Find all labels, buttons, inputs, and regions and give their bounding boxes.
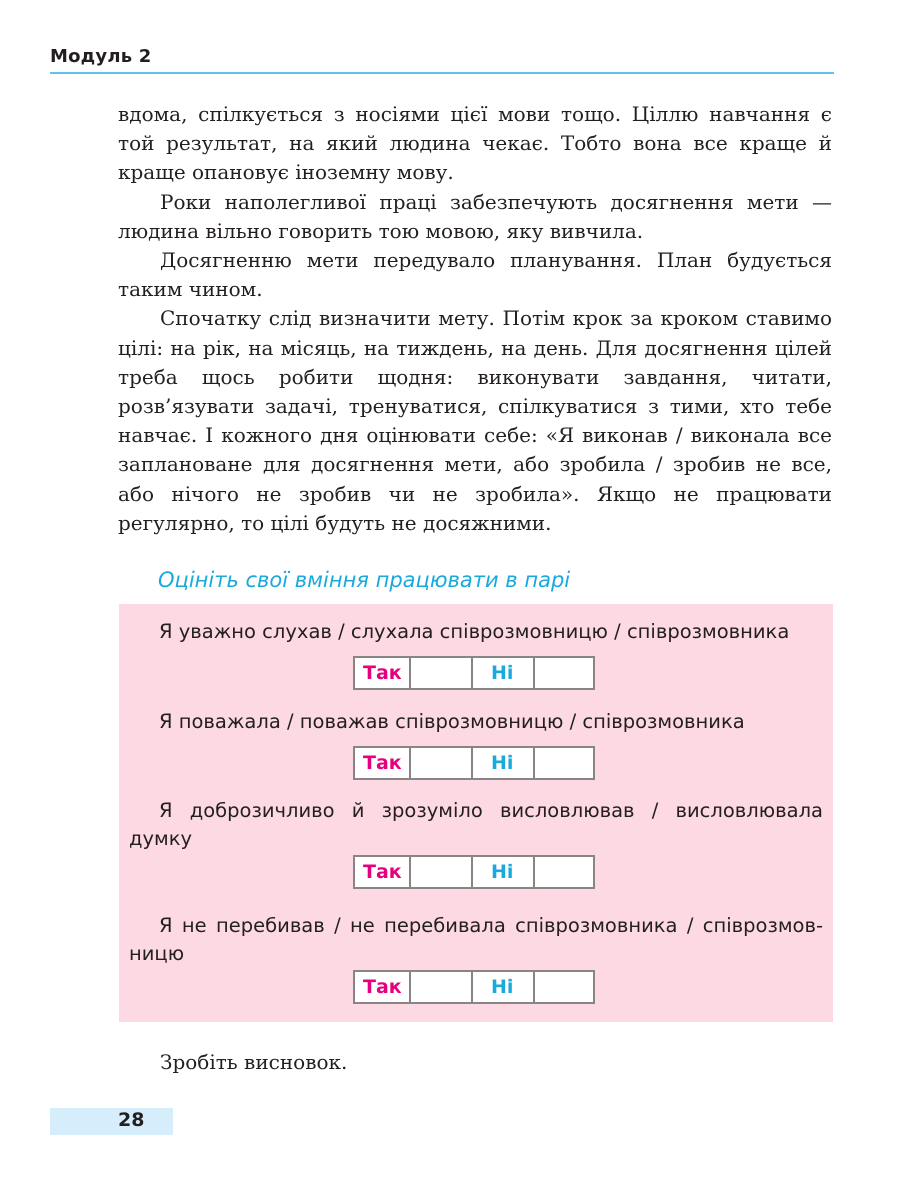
no-checkbox-cell[interactable]	[535, 658, 593, 688]
no-label: Ні	[473, 972, 535, 1002]
yes-label: Так	[355, 857, 411, 887]
page-number-tab	[50, 1108, 173, 1135]
no-checkbox-cell[interactable]	[535, 857, 593, 887]
yes-checkbox-cell[interactable]	[411, 748, 473, 778]
yes-no-table	[353, 746, 595, 780]
paragraph: Досягненню мети передувало планування. План будується таким чином.	[118, 248, 832, 302]
yes-checkbox-cell[interactable]	[411, 658, 473, 688]
statement	[129, 912, 823, 968]
task-title: Оцініть свої вміння працювати в парі	[158, 568, 571, 592]
statement	[129, 708, 823, 736]
paragraph: Спочатку слід визначити мету. Потім крок за кроком ставимо цілі: на рік, на місяць, на тиждень, на день. Для досягнення цілей треба щось робити щодня: виконувати завдання, читати, розв’язувати задачі, тренуватися, спілкуватися з тими, хто тебе навчає. І кожного дня оцінювати себе: «Я виконав / виконала все заплановане для досягнення мети, або зробила / зробив не все, або нічого не зробив чи не зробила». Якщо не працювати регулярно, то цілі будуть не досяжними.	[118, 306, 832, 535]
statement-text: Я поважала / поважав співрозмовницю / співрозмовника	[159, 710, 745, 733]
statement-text: Я уважно слухав / слухала співрозмовницю / співрозмовника	[159, 620, 790, 643]
statement	[129, 797, 823, 853]
no-label: Ні	[473, 748, 535, 778]
yes-checkbox-cell[interactable]	[411, 972, 473, 1002]
statement-text: Я доброзичливо й зрозуміло висловлював / висловлювала думку	[129, 799, 823, 850]
statement	[129, 618, 823, 646]
no-checkbox-cell[interactable]	[535, 748, 593, 778]
yes-no-table	[353, 970, 595, 1004]
conclusion-prompt: Зробіть висновок.	[160, 1050, 348, 1074]
yes-label: Так	[355, 972, 411, 1002]
module-label: Модуль 2	[50, 46, 152, 67]
paragraph: вдома, спілкується з носіями цієї мови тощо. Ціллю навчання є той результат, на який людина чекає. Тобто вона все краще й краще опановує іноземну мову.	[118, 102, 832, 185]
yes-label: Так	[355, 748, 411, 778]
statement-text: Я не перебивав / не перебивала співрозмовника / співрозмовницю	[129, 914, 823, 965]
page-number: 28	[118, 1109, 145, 1131]
no-label: Ні	[473, 658, 535, 688]
no-checkbox-cell[interactable]	[535, 972, 593, 1002]
yes-checkbox-cell[interactable]	[411, 857, 473, 887]
paragraph: Роки наполегливої праці забезпечують досягнення мети — людина вільно говорить тою мовою, яку вивчила.	[118, 189, 832, 243]
yes-no-table	[353, 656, 595, 690]
header-divider	[50, 72, 834, 74]
yes-no-table	[353, 855, 595, 889]
self-assessment-box	[119, 604, 833, 1022]
yes-label: Так	[355, 658, 411, 688]
body-text	[118, 100, 832, 538]
no-label: Ні	[473, 857, 535, 887]
